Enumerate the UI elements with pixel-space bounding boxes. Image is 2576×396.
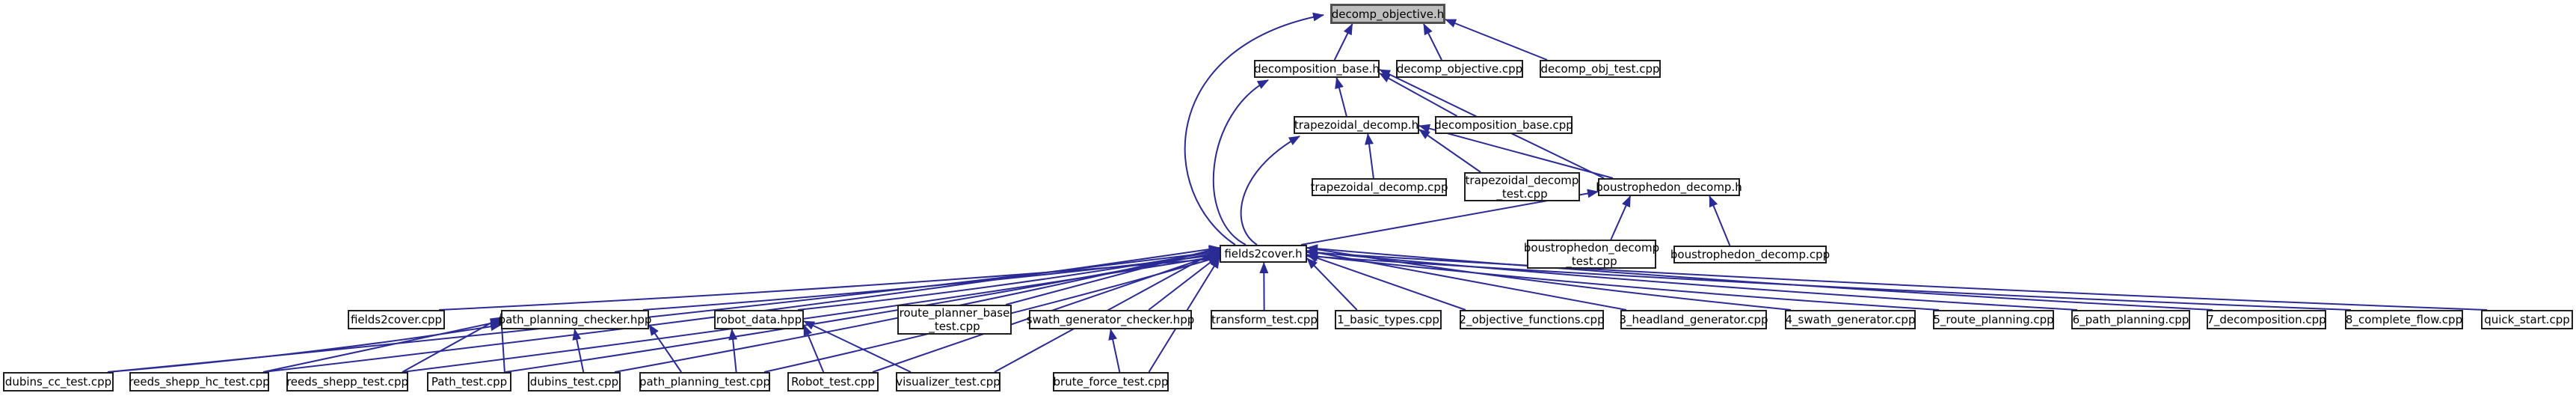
graph-node-boustrophedon_decomp_cpp[interactable] — [1670, 246, 1830, 264]
node-label: fields2cover.h — [1224, 247, 1303, 261]
node-label: robot_data.hpp — [716, 313, 802, 326]
graph-node-path_test_cpp[interactable] — [427, 372, 511, 392]
graph-node-boustrophedon_decomp_test_cpp[interactable] — [1523, 240, 1660, 269]
include-edge-quick_start_cpp-to-fields2cover_h — [1307, 252, 2487, 310]
node-label: 6_path_planning.cpp — [2072, 313, 2189, 326]
node-label: decomp_objective.cpp — [1396, 62, 1523, 76]
node-label: 4_swath_generator.cpp — [1785, 313, 1916, 326]
include-edge-trapezoidal_decomp_test_cpp-to-trapezoidal_decomp_h — [1419, 130, 1481, 172]
graph-node-fields2cover_cpp[interactable] — [348, 310, 445, 329]
node-label: decomp_objective.h — [1331, 7, 1445, 21]
include-edge-decomposition_base_h-to-decomp_objective_h — [1335, 24, 1353, 60]
node-label: transform_test.cpp — [1211, 313, 1318, 326]
graph-node-quick_start_cpp[interactable] — [2481, 310, 2573, 329]
graph-node-dubins_cc_test_cpp[interactable] — [3, 372, 114, 392]
graph-node-reeds_shepp_hc_test_cpp[interactable] — [129, 372, 269, 392]
node-label: dubins_cc_test.cpp — [4, 375, 112, 389]
include-edge-fields2cover_h-to-trapezoidal_decomp_h — [1241, 136, 1300, 245]
graph-node-trapezoidal_decomp_h[interactable] — [1294, 116, 1419, 134]
graph-node-trapezoidal_decomp_cpp[interactable] — [1312, 178, 1447, 196]
node-label: path_planning_test.cpp — [639, 375, 771, 389]
include-edge-trapezoidal_decomp_h-to-decomposition_base_h — [1337, 78, 1347, 116]
graph-node-brute_force_test_cpp[interactable] — [1053, 372, 1169, 392]
include-edge-dubins_cc_test_cpp-to-path_planning_checker_hpp — [108, 325, 501, 372]
node-label: route_planner_base — [899, 306, 1010, 320]
node-label: reeds_shepp_test.cpp — [286, 375, 409, 389]
node-label: Robot_test.cpp — [791, 375, 875, 389]
graph-node-decomposition_base_h[interactable] — [1254, 60, 1380, 78]
graph-node-reeds_shepp_test_cpp[interactable] — [286, 372, 408, 392]
node-label: quick_start.cpp — [2484, 313, 2570, 326]
graph-node-trapezoidal_decomp_test_cpp[interactable] — [1464, 172, 1580, 201]
graph-node-path_planning_cpp[interactable] — [2071, 310, 2190, 329]
graph-node-decomp_objective_cpp[interactable] — [1396, 60, 1523, 78]
node-label: 5_route_planning.cpp — [1933, 313, 2054, 326]
include-edge-trapezoidal_decomp_cpp-to-trapezoidal_decomp_h — [1368, 134, 1374, 178]
graph-node-swath_generator_cpp[interactable] — [1785, 310, 1916, 329]
node-label: trapezoidal_decomp.cpp — [1310, 180, 1448, 194]
node-label: boustrophedon_decomp.cpp — [1670, 248, 1830, 261]
graph-node-fields2cover_h[interactable] — [1220, 245, 1307, 263]
node-label: 2_objective_functions.cpp — [1459, 313, 1605, 326]
node-label: boustrophedon_decomp.h — [1596, 180, 1742, 194]
node-label: trapezoidal_decomp.h — [1294, 118, 1419, 132]
include-edge-decomposition_base_cpp-to-decomposition_base_h — [1380, 73, 1457, 116]
include-edge-brute_force_test_cpp-to-swath_generator_checker_hpp — [1110, 329, 1119, 372]
node-label: decomp_obj_test.cpp — [1540, 62, 1660, 76]
node-label: path_planning_checker.hpp — [498, 313, 652, 326]
node-label: reeds_shepp_hc_test.cpp — [129, 375, 270, 389]
graph-node-decomp_objective_h — [1330, 4, 1445, 24]
graph-node-decomposition_cpp[interactable] — [2207, 310, 2326, 329]
node-label: boustrophedon_decomp — [1523, 240, 1660, 255]
graph-node-route_planner_base_test_cpp[interactable] — [897, 305, 1012, 335]
node-label: _test.cpp — [929, 320, 980, 333]
graph-node-complete_flow_cpp[interactable] — [2345, 310, 2463, 329]
graph-node-boustrophedon_decomp_h[interactable] — [1598, 178, 1740, 196]
include-edge-decomp_obj_test_cpp-to-decomp_objective_h — [1445, 19, 1547, 60]
include-edge-boustrophedon_decomp_cpp-to-boustrophedon_decomp_h — [1709, 196, 1730, 246]
node-label: trapezoidal_decomp — [1465, 173, 1579, 187]
node-label: visualizer_test.cpp — [896, 375, 1000, 389]
node-label: decomposition_base.h — [1254, 62, 1380, 76]
graph-node-visualizer_test_cpp[interactable] — [896, 372, 1000, 392]
node-label: dubins_test.cpp — [529, 375, 619, 389]
graph-node-robot_test_cpp[interactable] — [787, 372, 879, 392]
node-label: 7_decomposition.cpp — [2207, 313, 2326, 326]
node-label: swath_generator_checker.hpp — [1026, 313, 1195, 326]
include-edge-boustrophedon_decomp_test_cpp-to-boustrophedon_decomp_h — [1611, 196, 1630, 240]
node-label: _test.cpp — [1496, 186, 1548, 201]
include-edge-dubins_test_cpp-to-path_planning_checker_hpp — [575, 329, 584, 372]
node-label: _test.cpp — [1566, 254, 1617, 268]
graph-node-robot_data_hpp[interactable] — [714, 310, 804, 329]
include-edge-basic_types_cpp-to-fields2cover_h — [1307, 258, 1357, 310]
graph-node-path_planning_test_cpp[interactable] — [639, 372, 770, 392]
graph-node-basic_types_cpp[interactable] — [1335, 310, 1442, 329]
node-label: fields2cover.cpp — [350, 313, 443, 326]
graph-node-dubins_test_cpp[interactable] — [528, 372, 621, 392]
node-label: Path_test.cpp — [431, 375, 508, 389]
include-edge-decomp_objective_cpp-to-decomp_objective_h — [1424, 24, 1442, 60]
node-label: brute_force_test.cpp — [1053, 375, 1169, 389]
node-label: 8_complete_flow.cpp — [2345, 313, 2463, 326]
graph-node-swath_generator_checker_hpp[interactable] — [1026, 310, 1195, 329]
graph-node-decomp_obj_test_cpp[interactable] — [1540, 60, 1661, 78]
node-label: decomposition_base.cpp — [1434, 118, 1573, 132]
include-edge-robot_test_cpp-to-robot_data_hpp — [804, 325, 823, 372]
node-label: 1_basic_types.cpp — [1337, 313, 1439, 326]
graph-node-objective_functions_cpp[interactable] — [1460, 310, 1604, 329]
graph-node-path_planning_checker_hpp[interactable] — [498, 310, 652, 329]
graph-node-route_planning_cpp[interactable] — [1933, 310, 2054, 329]
node-label: 3_headland_generator.cpp — [1619, 313, 1768, 326]
graph-node-headland_generator_cpp[interactable] — [1620, 310, 1767, 329]
graph-node-transform_test_cpp[interactable] — [1211, 310, 1318, 329]
graph-node-decomposition_base_cpp[interactable] — [1435, 116, 1573, 134]
